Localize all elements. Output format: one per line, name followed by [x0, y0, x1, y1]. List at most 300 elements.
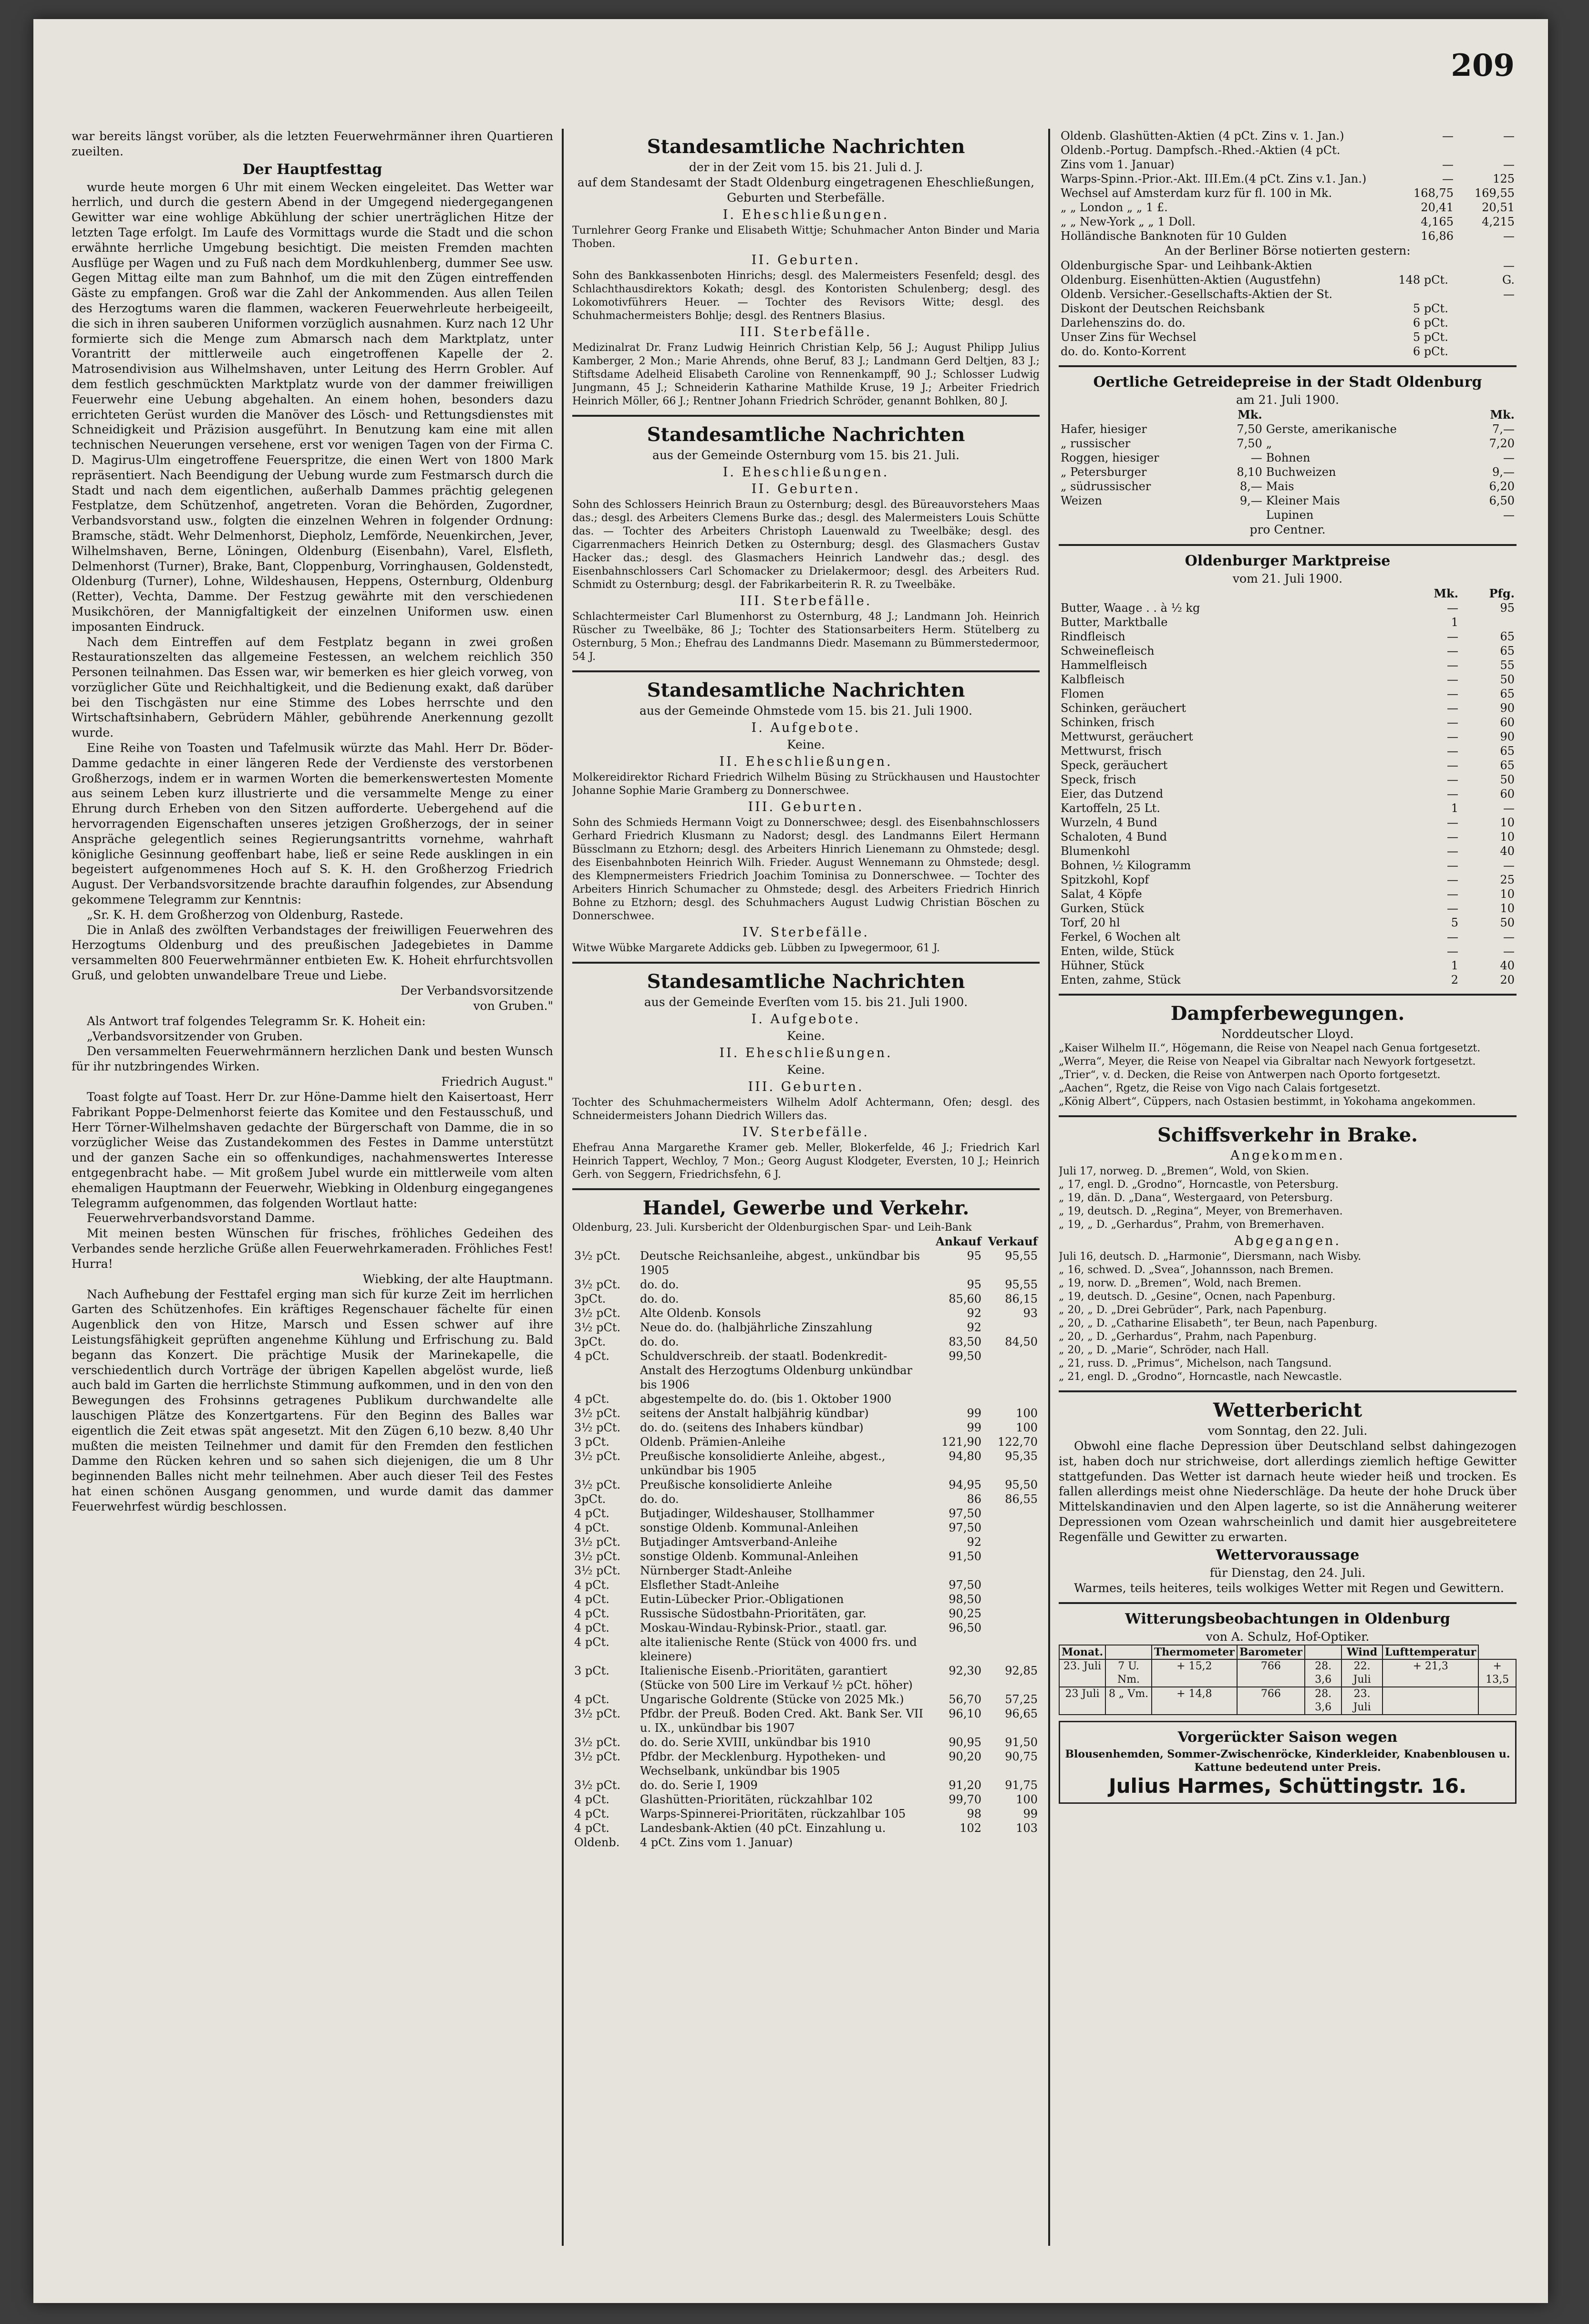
table-row [1059, 744, 1517, 758]
grain-name: „ südrussischer [1061, 480, 1151, 493]
interest-rate: 3 pCt. [574, 1664, 609, 1677]
sell-price [983, 1563, 1040, 1578]
table-row [1059, 858, 1517, 873]
registry-osternburg [572, 423, 1040, 664]
security-name: Warps-Spinn.-Prior.-Akt. III.Em.(4 pCt. Zins v.1. Jan.) [1061, 172, 1367, 185]
entries: Sohn des Schlossers Heinrich Braun zu Osternburg; desgl. des Büreauvorstehers Maas das.; desgl. des Arbeiters Clemens Burke das.; desgl. des Malermeisters Louis Schütte das. — Tochter des Arbeiters Christoph Lauenwald zu Tweelbäke; desgl. des Cigarrenmachers Heinrich Detken zu Osternburg; desgl. des Glasmachers Gustav Hacker das.; desgl. des Glasmachers Heinrich Landwehr das.; desgl. des Eisenbahnschlossers Carl Schomacker zu Drielakermoor; desgl. des Arbeiters Rud. Schmidt zu Osternburg; desgl. der Fabrikarbeiterin R. R. zu Tweelbäke. [572, 499, 1040, 591]
grain-price: 7,50 [1237, 437, 1262, 450]
security-name: Glashütten-Prioritäten, rückzahlbar 102 [640, 1793, 873, 1806]
security-name: Oldenb. Versicher.-Gesellschafts-Aktien der St. [1061, 288, 1333, 301]
grain-name: Roggen, hiesiger [1061, 451, 1159, 464]
table-row [572, 1664, 1040, 1692]
list-item: „König Albert“, Cüppers, nach Ostasien bestimmt, in Yokohama angekommen. [1059, 1096, 1476, 1108]
table-row [1059, 258, 1517, 273]
section-subtitle: aus der Gemeinde Osternburg vom 15. bis 21. Juli. [652, 448, 960, 462]
table-row [1059, 787, 1517, 801]
security-name: do. do. [640, 1278, 679, 1291]
product-name: Eier, das Dutzend [1061, 787, 1164, 801]
price-pfennig: 50 [1500, 673, 1515, 686]
sell-price [983, 1320, 1040, 1335]
security-name: Moskau-Windau-Rybinsk-Prior., staatl. gar. [640, 1621, 887, 1635]
sell-price: 95,55 [1005, 1278, 1038, 1291]
ad-merchant [1065, 1774, 1510, 1798]
article-paragraph: wurde heute morgen 6 Uhr mit einem Wecken eingeleitet. Das Wetter war herrlich, und durch die gestern Abend in der Umgegend niedergegangenen Gewitter war eine wohlige Abkühlung der schier unerträglichen Hitze der letzten Tage erfolgt. Im Laufe des Vormittags wurde die Stadt und die schon erwähnte herrliche Umgebung besichtigt. Die meisten Fremden machten Ausflüge per Wagen und zu Fuß nach dem Mordkuhlenberg, dummer See usw. Gegen Mittag eilte man zum Bahnhof, um die mit den Zügen eintreffenden Gäste zu empfangen. Groß war die Zahl der Ankommenden. Aus allen Teilen des Herzogtums waren die flammen, wackeren Feuerwehrleute herbeigeeilt, die sich in ihren sauberen Uniformen vorzüglich ausnahmen. Kurz nach 12 Uhr formierte sich die Menge zum Abmarsch nach dem Marktplatz, unter Vorantritt der mittlerweile auch eingetroffenen Kapelle der 2. Matrosendivision aus Wilhelmshaven, unter Leitung des Herrn Grobler. Auf dem festlich geschmückten Marktplatz wurde von der dammer freiwilligen Feuerwehr eine Uebung abgehalten. An einem hohen, besonders dazu errichteten Gerüst wurden die Manöver des Lösch- und Rettungsdienstes mit Schneidigkeit und Präzision ausgeführt. In Benutzung kam eine mit allen technischen Neuerungen versehene, erst vor wenigen Tagen von der Firma C. D. Magirus-Ulm eingetroffene Feuerspritze, die einen Wert von 1800 Mark repräsentiert. Nach Beendigung der Uebung wurde zum Festmarsch durch die Stadt und nach dem eigentlichen, außerhalb Dammes prächtig gelegenen Festplatze, dem Schützenhof, angetreten. Voran die Behörden, Zugordner, Verbandsvorstand usw., folgten die einzelnen Wehren in folgender Ordnung: Bramsche, städt. Wehr Delmenhorst, Diepholz, Lemförde, Neuenkirchen, Jever, Wilhelmshaven, Berne, Löningen, Oldenburg (Eisenbahn), Varel, Elsfleth, Delmenhorst (Turner), Brake, Bant, Cloppenburg, Vorringhausen, Goldenstedt, Oldenburg (Turner), Lohne, Wildeshausen, Heppens, Osternburg, Oldenburg (Retter), Vechta, Damme. Der Festzug gewährte mit den verschiedenen Musikchören, der Mannigfaltigkeit der einzelnen Uniformen usw. einen imposanten Eindruck. [72, 180, 553, 634]
value-a: — [1442, 158, 1454, 171]
price-mark: 5 [1451, 916, 1458, 929]
price-mark: — [1447, 658, 1458, 672]
obs-time: 7 U. Nm. [1105, 1659, 1152, 1687]
registry-eversten [572, 970, 1040, 1182]
price-pfennig: 55 [1500, 658, 1515, 672]
section-divider [1059, 994, 1517, 996]
table-row [1059, 687, 1517, 701]
sell-price: 95,50 [1005, 1478, 1038, 1491]
subsection-heading: Abgegangen. [1234, 1234, 1341, 1248]
grain-footnote: pro Centner. [1249, 523, 1326, 536]
buy-price [927, 1563, 983, 1578]
buy-price: 97,50 [949, 1578, 981, 1592]
grain-price: 8,— [1239, 480, 1262, 493]
list-item: „ 20, „ D. „Gerhardus“, Prahm, nach Papenburg. [1059, 1331, 1317, 1343]
security-name: Zins vom 1. Januar) [1061, 158, 1175, 171]
security-name: sonstige Oldenb. Kommunal-Anleihen [640, 1550, 858, 1563]
product-name: Enten, wilde, Stück [1061, 945, 1174, 958]
interest-rate: 3½ pCt. [574, 1278, 621, 1291]
product-name: Speck, frisch [1061, 773, 1136, 786]
ad-text: Blousenhemden, Sommer-Zwischenröcke, Kinderkleider, Knabenblousen u. Kattune bedeutend unter Preis. [1065, 1748, 1510, 1774]
product-name: Spitzkohl, Kopf [1061, 873, 1149, 886]
table-row [572, 1492, 1040, 1506]
table-row [572, 1692, 1040, 1707]
value-a: 20,41 [1421, 201, 1454, 214]
table-row [1059, 157, 1517, 172]
product-name: Mettwurst, frisch [1061, 744, 1162, 758]
article-paragraph: Nach Aufhebung der Festtafel erging man sich für kurze Zeit im herrlichen Garten des Schützenhofes. Ein kräftiges Regenschauer fächelte für einen Augenblick den von Hitze, Marsch und Essen schwer auf ihre Leistungsfähigkeit geprüften angenehme Kühlung und Erfrischung zu. Bald begann das Konzert. Die prächtige Musik der Marinekapelle, die verschiedentlich durch Vorträge der übrigen Kapellen abgelöst wurde, ließ auch bald im Garten die herrlichste Stimmung aufkommen, und in den von den Bewegungen des Frohsinns getragenes Publikum durchwandelte alle lauschigen Plätze des Konzertgartens. Für den Beginn des Balles war eigentlich die Zeit etwas spät angesetzt. Mit den Zügen 6,10 bezw. 8,40 Uhr mußten die meisten Teilnehmer und damit für den Fremden den festlichen Damme den Rücken kehren und so sahen sich diejenigen, die um 8 Uhr beginnenden Balles nicht mehr teilnehmen. Aber auch dieser Teil des Festes hat einen schönen Ausgang genommen, und wurde damit das dammer Feuerwehrfest würdig beschlossen. [72, 1287, 553, 1513]
table-row [572, 1521, 1040, 1535]
hauptfesttag-heading: Der Hauptfesttag [242, 161, 382, 178]
table-row [1059, 316, 1517, 330]
section-divider [1059, 544, 1517, 546]
weather-observations-table [1059, 1645, 1517, 1715]
security-name: Neue do. do. (halbjährliche Zinszahlung [640, 1321, 873, 1334]
table-row [572, 1435, 1040, 1449]
value-b [1450, 301, 1517, 316]
security-name: do. do. (seitens des Inhabers kündbar) [640, 1421, 864, 1434]
section-divider [572, 1188, 1040, 1190]
interest-rate: 3½ pCt. [574, 1450, 621, 1463]
buy-price: 83,50 [949, 1335, 981, 1348]
buy-price: 90,25 [949, 1607, 981, 1620]
section-date: am 21. Juli 1900. [1236, 393, 1339, 407]
buy-price: 102 [960, 1821, 981, 1835]
intro-text: war bereits längst vorüber, als die letzten Feuerwehrmänner ihren Quartieren zueilten. [72, 129, 553, 158]
sell-price [983, 1578, 1040, 1592]
sell-price [983, 1835, 1040, 1850]
product-name: Butter, Waage . . à ½ kg [1061, 601, 1200, 615]
table-row [1059, 715, 1517, 730]
entries: Medizinalrat Dr. Franz Ludwig Heinrich Christian Kelp, 56 J.; August Philipp Julius Kamberger, 2 Mon.; Marie Ahrends, ohne Beruf, 83 J.; Landmann Gerd Deltjen, 83 J.; Stiftsdame Adelheid Elisabeth Caroline von Rennenkampff, 90 J.; Schlosser Ludwig Jungmann, 45 J.; Schneiderin Katharine Mathilde Kruse, 19 J.; Arbeiter Friedrich Heinrich Möller, 66 J.; Rentner Johann Friedrich Schröder, genannt Bohlken, 80 J. [572, 342, 1040, 407]
table-row [572, 1277, 1040, 1292]
col-header-pfg: Pfg. [1489, 586, 1515, 600]
interest-rate: 3pCt. [574, 1492, 606, 1506]
interest-rate: 3½ pCt. [574, 1750, 621, 1763]
value-a: 148 pCt. [1398, 273, 1448, 287]
sell-price: 84,50 [1005, 1335, 1038, 1348]
obs-temperature: + 21,3 [1383, 1659, 1479, 1687]
value-b: 169,55 [1475, 186, 1515, 200]
sell-price: 86,15 [1005, 1292, 1038, 1306]
section-subtitle: Norddeutscher Lloyd. [1221, 1027, 1354, 1041]
table-row [572, 1392, 1040, 1406]
obs-temperature [1383, 1687, 1479, 1715]
page-number: 209 [1451, 48, 1515, 83]
article-paragraph: Nach dem Eintreffen auf dem Festplatz begann in zwei großen Restaurationszelten das allgemeine Festessen, an welchem reichlich 350 Personen teilnahmen. Das Essen war, wir bemerken es hier gleich vorweg, von vorzüglicher Güte und Reichhaltigkeit, und die Bedienung exakt, daß darüber bei den Tischgästen nur eine Stimme des Lobes herrschte und den Wirtschaftsinhabern, Gebrüdern Mähler, gebührende Anerkennung gezollt wurde. [72, 635, 553, 740]
buy-price: 91,20 [949, 1779, 981, 1792]
table-row [1059, 973, 1517, 987]
buy-price: 97,50 [949, 1521, 981, 1534]
table-row [572, 1420, 1040, 1435]
security-name: Alte Oldenb. Konsols [640, 1306, 761, 1320]
sell-price: 103 [1016, 1821, 1038, 1835]
subsection-heading: II. Geburten. [751, 253, 861, 267]
list-item: „ 19, „ D. „Gerhardus“, Prahm, von Bremerhaven. [1059, 1219, 1324, 1231]
table-row [572, 1778, 1040, 1792]
table-row [1059, 436, 1517, 451]
security-name: Pfdbr. der Preuß. Boden Cred. Akt. Bank Ser. VII u. IX., unkündbar bis 1907 [640, 1707, 923, 1735]
entries: Schlachtermeister Carl Blumenhorst zu Osternburg, 48 J.; Landmann Joh. Heinrich Rüscher zu Tweelbäke, 86 J.; Tochter des Stationsarbeiters Herm. Stütelberg zu Osternburg, 5 Mon.; Ehefrau des Landmanns Diedr. Masemann zu Bümmerstedermoor, 54 J. [572, 611, 1040, 663]
table-row [1059, 601, 1517, 615]
grain-name: Lupinen [1266, 508, 1314, 522]
product-name: Mettwurst, geräuchert [1061, 730, 1193, 743]
grain-price: 6,20 [1489, 480, 1515, 493]
buy-price: 86 [967, 1492, 981, 1506]
security-name: Italienische Eisenb.-Prioritäten, garantiert (Stücke von 500 Lire im Verkauf ½ pCt. höher) [640, 1664, 913, 1692]
price-mark: — [1447, 701, 1458, 715]
price-mark: — [1447, 759, 1458, 772]
price-pfennig: 40 [1500, 844, 1515, 858]
sell-price [983, 1521, 1040, 1535]
interest-rate: 3½ pCt. [574, 1779, 621, 1792]
security-name: do. do. [640, 1335, 679, 1348]
table-row [572, 1506, 1040, 1521]
section-subtitle: der in der Zeit vom 15. bis 21. Juli d. J. [689, 160, 923, 174]
price-mark: — [1447, 630, 1458, 643]
col-header-mk: Mk. [1238, 408, 1262, 422]
grain-name: Kleiner Mais [1266, 494, 1340, 507]
price-mark: — [1447, 787, 1458, 801]
exchange-table [1059, 129, 1517, 243]
col-header [1305, 1645, 1341, 1659]
price-mark: — [1447, 830, 1458, 843]
security-name: Deutsche Reichsanleihe, abgest., unkündbar bis 1905 [640, 1249, 920, 1277]
section-subtitle: auf dem Standesamt der Stadt Oldenburg eingetragenen Eheschließungen, Geburten und Sterbefälle. [577, 175, 1035, 205]
berlin-table [1059, 258, 1517, 359]
obs-wind: 28. 3,6 [1305, 1687, 1341, 1715]
table-row [572, 1320, 1040, 1335]
interest-rate: 4 pCt. [574, 1607, 609, 1620]
buy-price: 96,50 [949, 1621, 981, 1635]
interest-rate: 4 pCt. [574, 1392, 609, 1406]
product-name: Ferkel, 6 Wochen alt [1061, 930, 1180, 944]
table-row [1059, 815, 1517, 830]
sell-price [983, 1592, 1040, 1606]
price-mark: — [1447, 673, 1458, 686]
obs-date: 23 Juli [1059, 1687, 1105, 1715]
grain-name: „ [1266, 437, 1272, 450]
buy-price: 97,50 [949, 1507, 981, 1520]
sell-price: 96,65 [1005, 1707, 1038, 1720]
interest-rate: 3½ pCt. [574, 1321, 621, 1334]
buy-price: 99,50 [949, 1349, 981, 1363]
price-mark: — [1447, 945, 1458, 958]
ad-merchant-address: Schüttingstr. 16. [1278, 1774, 1467, 1798]
security-name: Oldenb.-Portug. Dampfsch.-Rhed.-Aktien (4 pCt. [1061, 144, 1341, 157]
security-name: do. do. Serie I, 1909 [640, 1779, 758, 1792]
telegram-address: „Verbandsvorsitzender von Gruben. [87, 1029, 303, 1043]
subsection-heading: III. Geburten. [748, 1080, 864, 1094]
table-row [1059, 801, 1517, 815]
section-divider [1059, 1390, 1517, 1392]
table-row [1059, 944, 1517, 958]
price-mark: — [1447, 873, 1458, 886]
price-table [572, 1234, 1040, 1850]
table-row [572, 1578, 1040, 1592]
buy-price: 94,80 [949, 1450, 981, 1463]
table-row [1059, 672, 1517, 687]
table-row [1059, 344, 1517, 359]
price-mark: 1 [1451, 802, 1458, 815]
trade-section [572, 1197, 1040, 1850]
column-middle [572, 129, 1040, 2227]
grain-name: Gerste, amerikanische [1266, 422, 1397, 436]
sell-price: 99 [1023, 1807, 1038, 1820]
table-row [1059, 615, 1517, 629]
interest-rate: 4 pCt. [574, 1593, 609, 1606]
security-name: Butjadinger Amtsverband-Anleihe [640, 1535, 837, 1549]
table-row [1059, 143, 1517, 157]
list-item: „ 19, dän. D. „Dana“, Westergaard, von Petersburg. [1059, 1192, 1333, 1204]
price-mark: — [1447, 687, 1458, 700]
interest-rate: 3½ pCt. [574, 1564, 621, 1577]
table-row [572, 1549, 1040, 1563]
buy-price: 99 [967, 1407, 981, 1420]
price-mark: 2 [1451, 973, 1458, 987]
buy-price: 98,50 [949, 1593, 981, 1606]
value-b: — [1503, 229, 1515, 243]
price-mark: — [1447, 773, 1458, 786]
list-item: „Kaiser Wilhelm II.“, Högemann, die Reise von Neapel nach Genua fortgesetzt. [1059, 1042, 1481, 1054]
value-b: — [1503, 288, 1515, 301]
table-row [1059, 658, 1517, 672]
forecast-date: für Dienstag, den 24. Juli. [1209, 1565, 1366, 1580]
obs-wind: 28. 3,6 [1305, 1659, 1341, 1687]
table-row [572, 1635, 1040, 1664]
security-name: Holländische Banknoten für 10 Gulden [1061, 229, 1287, 243]
interest-rate: 4 pCt. [574, 1807, 609, 1820]
price-pfennig [1460, 615, 1517, 629]
buy-price [927, 1392, 983, 1406]
obs-date: 22. Juli [1341, 1659, 1383, 1687]
signature: Der Verbandsvorsitzende [401, 983, 553, 997]
buy-price: 98 [967, 1807, 981, 1820]
sell-price: 91,50 [1005, 1736, 1038, 1749]
none-note: Keine. [787, 1029, 825, 1043]
list-item: „ 16, schwed. D. „Svea“, Johannsson, nach Bremen. [1059, 1264, 1334, 1276]
interest-rate: 3½ pCt. [574, 1421, 621, 1434]
buy-price: 94,95 [949, 1478, 981, 1491]
signature: Wiebking, der alte Hauptmann. [362, 1272, 553, 1286]
security-name: Elsflether Stadt-Anleihe [640, 1578, 779, 1592]
interest-rate: 3½ pCt. [574, 1306, 621, 1320]
value-a: — [1442, 172, 1454, 185]
value-b [1450, 330, 1517, 344]
table-row [572, 1835, 1040, 1850]
subsection-heading: II. Eheschließungen. [719, 754, 893, 769]
price-pfennig: 25 [1500, 873, 1515, 886]
table-row [1059, 465, 1517, 479]
buy-price: 95 [967, 1278, 981, 1291]
entries: Ehefrau Anna Margarethe Kramer geb. Meller, Blokerfelde, 46 J.; Friedrich Karl Heinrich Tappert, Wechloy, 7 Mon.; Georg August Klodgeter, Eversten, 10 J.; Heinrich Gerh. von Seggern, Friedrichsfehn, 6 J. [572, 1142, 1040, 1181]
product-name: Speck, geräuchert [1061, 759, 1168, 772]
table-row [1059, 915, 1517, 930]
forecast-text: Warmes, teils heiteres, teils wolkiges Wetter mit Regen und Gewittern. [1074, 1581, 1504, 1595]
security-name: Diskont der Deutschen Reichsbank [1061, 302, 1265, 315]
sell-price: 95,35 [1005, 1450, 1038, 1463]
table-row [572, 1478, 1040, 1492]
market-table [1059, 586, 1517, 987]
interest-rate: 4 pCt. [574, 1821, 609, 1835]
advertisement [1059, 1721, 1517, 1804]
interest-rate: 3½ pCt. [574, 1707, 621, 1720]
interest-rate: 4 pCt. [574, 1635, 609, 1649]
col-header: Wind [1341, 1645, 1383, 1659]
telegram-text: Die in Anlaß des zwölften Verbandstages der freiwilligen Feuerwehren des Herzogtums Oldenburg und des preußischen Jadegebietes in Damme versammelten 800 Feuerwehrmänner entbieten Ew. K. Hoheit ehrfurchtsvollen Gruß, und gelobten unwandelbare Treue und Liebe. [72, 923, 553, 983]
table-row [572, 1735, 1040, 1749]
value-b: 4,215 [1482, 215, 1515, 228]
table-row [1059, 451, 1517, 465]
table-row [1059, 229, 1517, 243]
signature: Friedrich August." [441, 1075, 553, 1089]
security-name: Eutin-Lübecker Prior.-Obligationen [640, 1593, 844, 1606]
security-name: „ „ New-York „ „ 1 Doll. [1061, 215, 1196, 228]
grain-price: — [1250, 451, 1262, 464]
list-item: Juli 17, norweg. D. „Bremen“, Wold, von Skien. [1059, 1165, 1310, 1177]
obs-barometer: 766 [1237, 1659, 1305, 1687]
price-mark: — [1447, 730, 1458, 743]
security-name: sonstige Oldenb. Kommunal-Anleihen [640, 1521, 858, 1534]
subsection-heading: I. Eheschließungen. [722, 207, 889, 222]
product-name: Hammelfleisch [1061, 658, 1147, 672]
sell-price: 100 [1016, 1421, 1038, 1434]
table-row [1059, 772, 1517, 787]
section-title: Handel, Gewerbe und Verkehr. [642, 1197, 970, 1219]
col-header-mk: Mk. [1434, 586, 1458, 600]
value-a: 5 pCt. [1413, 302, 1448, 315]
col-header: Monat. [1059, 1645, 1105, 1659]
interest-rate: 3pCt. [574, 1335, 606, 1348]
sell-price: 92,85 [1005, 1664, 1038, 1677]
subsection-heading: I. Eheschließungen. [722, 465, 889, 480]
obs-temperature [1478, 1687, 1516, 1715]
table-row [1059, 701, 1517, 715]
col-header-verkauf: Verkauf [988, 1234, 1038, 1248]
entries: Tochter des Schuhmachermeisters Wilhelm Adolf Achtermann, Ofen; desgl. des Schneidermeisters Johann Diedrich Willers das. [572, 1097, 1040, 1122]
product-name: Schinken, frisch [1061, 716, 1155, 729]
interest-rate: 4 pCt. [574, 1349, 609, 1363]
sell-price: 91,75 [1005, 1779, 1038, 1792]
product-name: Schinken, geräuchert [1061, 701, 1186, 715]
section-divider [572, 670, 1040, 672]
section-divider [1059, 365, 1517, 367]
section-date: vom Sonntag, den 22. Juli. [1207, 1424, 1368, 1438]
table-row [572, 1606, 1040, 1621]
entries: Molkereidirektor Richard Friedrich Wilhelm Büsing zu Strückhausen und Haustochter Johanne Sophie Marie Gramberg zu Donnerschwee. [572, 771, 1040, 797]
list-item: „Werra“, Meyer, die Reise von Neapel via Gibraltar nach Newyork fortgesetzt. [1059, 1056, 1476, 1068]
security-name: Oldenburg. Eisenhütten-Aktien (Augustfehn) [1061, 273, 1321, 287]
obs-temperature: + 13,5 [1478, 1659, 1516, 1687]
value-a: 6 pCt. [1413, 345, 1448, 358]
grain-price: 7,50 [1237, 422, 1262, 436]
value-b: — [1503, 129, 1515, 143]
table-row [1059, 758, 1517, 772]
subsection-heading: IV. Sterbefälle. [742, 925, 870, 940]
security-name: Nürnberger Stadt-Anleihe [640, 1564, 792, 1577]
sell-price [983, 1392, 1040, 1406]
price-mark: — [1447, 902, 1458, 915]
section-title: Standesamtliche Nachrichten [647, 970, 965, 993]
column-right [1059, 129, 1517, 2227]
price-mark: — [1447, 744, 1458, 758]
security-name: do. do. Konto-Korrent [1061, 345, 1186, 358]
registry-ohmstede [572, 679, 1040, 955]
col-header: Barometer [1237, 1645, 1305, 1659]
table-row [572, 1621, 1040, 1635]
section-title: Oldenburger Marktpreise [1185, 553, 1391, 569]
price-pfennig: 20 [1500, 973, 1515, 987]
price-mark: — [1447, 930, 1458, 944]
interest-rate: 4 pCt. [574, 1578, 609, 1592]
price-mark: — [1447, 601, 1458, 615]
security-name: Darlehenszins do. do. [1061, 316, 1186, 329]
section-title: Witterungsbeobachtungen in Oldenburg [1125, 1611, 1450, 1628]
table-row [1059, 422, 1517, 436]
none-note: Keine. [787, 738, 825, 751]
col-header: Lufttemperatur [1383, 1645, 1479, 1659]
column-divider [562, 129, 564, 2246]
sell-price: 122,70 [998, 1435, 1038, 1449]
security-name: alte italienische Rente (Stück von 4000 frs. und kleinere) [640, 1635, 917, 1663]
sell-price: 86,55 [1005, 1492, 1038, 1506]
sell-price [983, 1349, 1040, 1392]
table-row [1059, 215, 1517, 229]
price-pfennig: 10 [1500, 902, 1515, 915]
obs-time: 8 „ Vm. [1105, 1687, 1152, 1715]
subsection-heading: III. Geburten. [748, 800, 864, 814]
price-pfennig: 65 [1500, 759, 1515, 772]
entries: Witwe Wübke Margarete Addicks geb. Lübben zu Ipwegermoor, 61 J. [572, 942, 940, 954]
sell-price [983, 1621, 1040, 1635]
none-note: Keine. [787, 1063, 825, 1077]
table-row [572, 1707, 1040, 1735]
table-row [1059, 1659, 1516, 1687]
table-row [1059, 129, 1517, 143]
telegram-address: „Sr. K. H. dem Großherzog von Oldenburg, Rastede. [87, 907, 403, 922]
table-row [1059, 508, 1517, 522]
product-name: Blumenkohl [1061, 844, 1130, 858]
price-pfennig: 65 [1500, 630, 1515, 643]
grain-price: 9,— [1492, 465, 1515, 479]
subsection-heading: III. Sterbefälle. [740, 325, 872, 339]
